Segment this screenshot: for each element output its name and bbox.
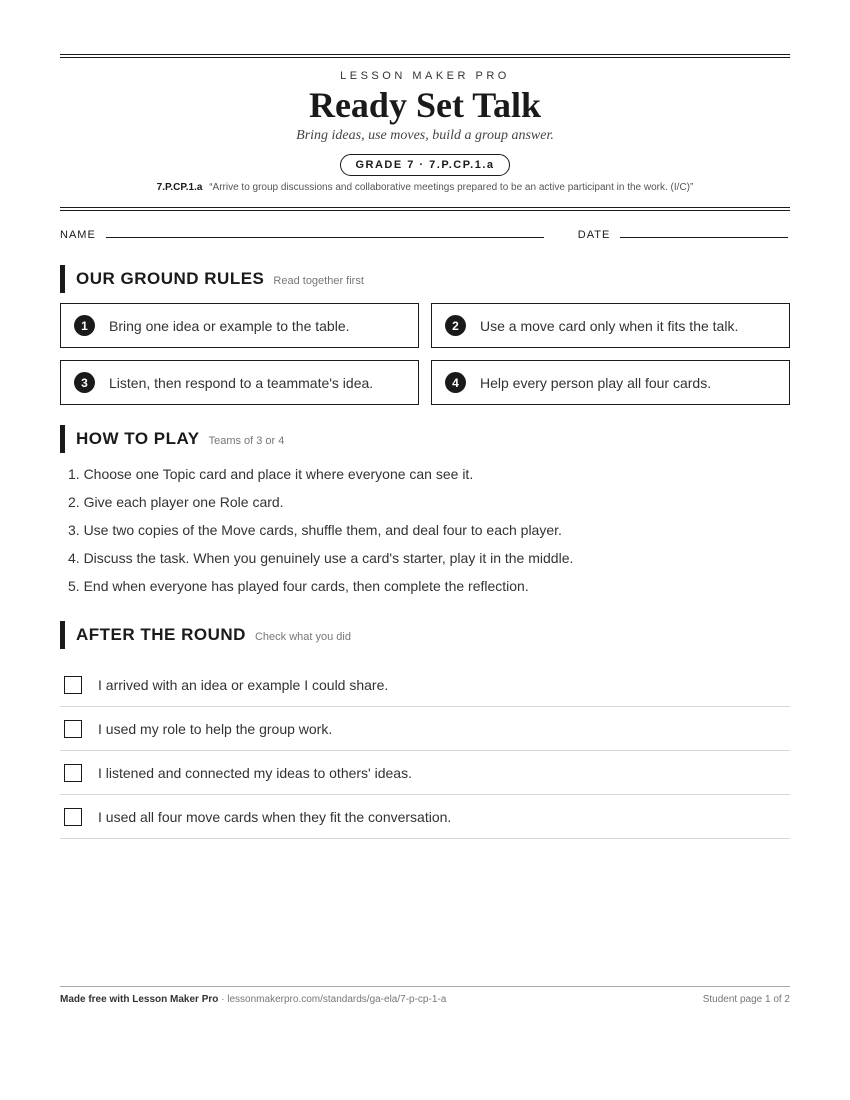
- list-item: 4. Discuss the task. When you genuinely use a card's starter, play it in the middle.: [68, 550, 574, 566]
- footer-made-with: Made free with Lesson Maker Pro: [60, 994, 219, 1005]
- checklist-text: I used my role to help the group work.: [98, 720, 333, 737]
- list-item: 1. Choose one Topic card and place it where everyone can see it.: [68, 466, 474, 482]
- ground-rule-text: Listen, then respond to a teammate's idea.: [109, 374, 374, 391]
- checkbox[interactable]: [64, 764, 82, 782]
- how-to-play-note: Teams of 3 or 4: [208, 435, 285, 447]
- checklist-text: I used all four move cards when they fit the conversation.: [98, 808, 452, 825]
- how-to-play-title: HOW TO PLAY: [76, 429, 200, 448]
- ground-rules-grid: [60, 303, 790, 405]
- checklist-text: I listened and connected my ideas to others' ideas.: [98, 764, 412, 781]
- name-field[interactable]: [106, 237, 544, 238]
- reflection-checklist: [60, 663, 790, 839]
- list-item: 2. Give each player one Role card.: [68, 494, 284, 510]
- how-to-play-heading: [60, 425, 790, 453]
- ground-rules-title: OUR GROUND RULES: [76, 269, 265, 288]
- ground-rules-heading: [60, 265, 790, 293]
- footer-credit: [60, 994, 446, 1005]
- ground-rule-card: [431, 360, 790, 405]
- ground-rule-card: [431, 303, 790, 348]
- number-badge: 2: [445, 315, 466, 336]
- date-label: DATE: [577, 229, 611, 241]
- checkbox[interactable]: [64, 676, 82, 694]
- name-date-row: [60, 229, 790, 241]
- checklist-row: [60, 795, 790, 839]
- number-badge: 3: [74, 372, 95, 393]
- ground-rule-card: [60, 360, 419, 405]
- worksheet-title: Ready Set Talk: [308, 85, 542, 125]
- checkbox[interactable]: [64, 808, 82, 826]
- after-round-note: Check what you did: [254, 631, 351, 643]
- ground-rules-note: Read together first: [273, 275, 364, 287]
- brand-name: LESSON MAKER PRO: [340, 70, 510, 82]
- worksheet-header: [60, 58, 790, 193]
- checklist-row: [60, 707, 790, 751]
- list-item: 5. End when everyone has played four cards, then complete the reflection.: [68, 578, 529, 594]
- after-round-heading: [60, 621, 790, 649]
- worksheet-subtitle: Bring ideas, use moves, build a group answer.: [296, 128, 554, 143]
- standard-text: “Arrive to group discussions and collaborative meetings prepared to be an active participant in the work. (I/C)”: [209, 182, 694, 193]
- name-label: NAME: [60, 229, 96, 241]
- ground-rule-text: Use a move card only when it fits the talk.: [480, 317, 739, 334]
- checklist-row: [60, 751, 790, 795]
- list-item: 3. Use two copies of the Move cards, shuffle them, and deal four to each player.: [68, 522, 562, 538]
- footer-url: · lessonmakerpro.com/standards/ga-ela/7-p-cp-1-a: [218, 994, 447, 1005]
- page-footer: [60, 986, 790, 1005]
- after-round-title: AFTER THE ROUND: [76, 625, 246, 644]
- ground-rule-card: [60, 303, 419, 348]
- ground-rule-text: Bring one idea or example to the table.: [109, 317, 350, 334]
- ground-rule-text: Help every person play all four cards.: [480, 374, 712, 391]
- checklist-text: I arrived with an idea or example I could share.: [98, 676, 389, 693]
- number-badge: 4: [445, 372, 466, 393]
- how-to-play-steps: [60, 465, 790, 605]
- grade-badge: GRADE 7 · 7.P.CP.1.a: [340, 154, 509, 176]
- date-field[interactable]: [620, 237, 788, 238]
- checklist-row: [60, 663, 790, 707]
- number-badge: 1: [74, 315, 95, 336]
- header-double-rule: [60, 207, 790, 211]
- standard-code: 7.P.CP.1.a: [156, 182, 203, 193]
- checkbox[interactable]: [64, 720, 82, 738]
- footer-page-number: Student page 1 of 2: [702, 994, 790, 1005]
- standard-statement: [60, 182, 790, 193]
- worksheet-page: [60, 54, 790, 839]
